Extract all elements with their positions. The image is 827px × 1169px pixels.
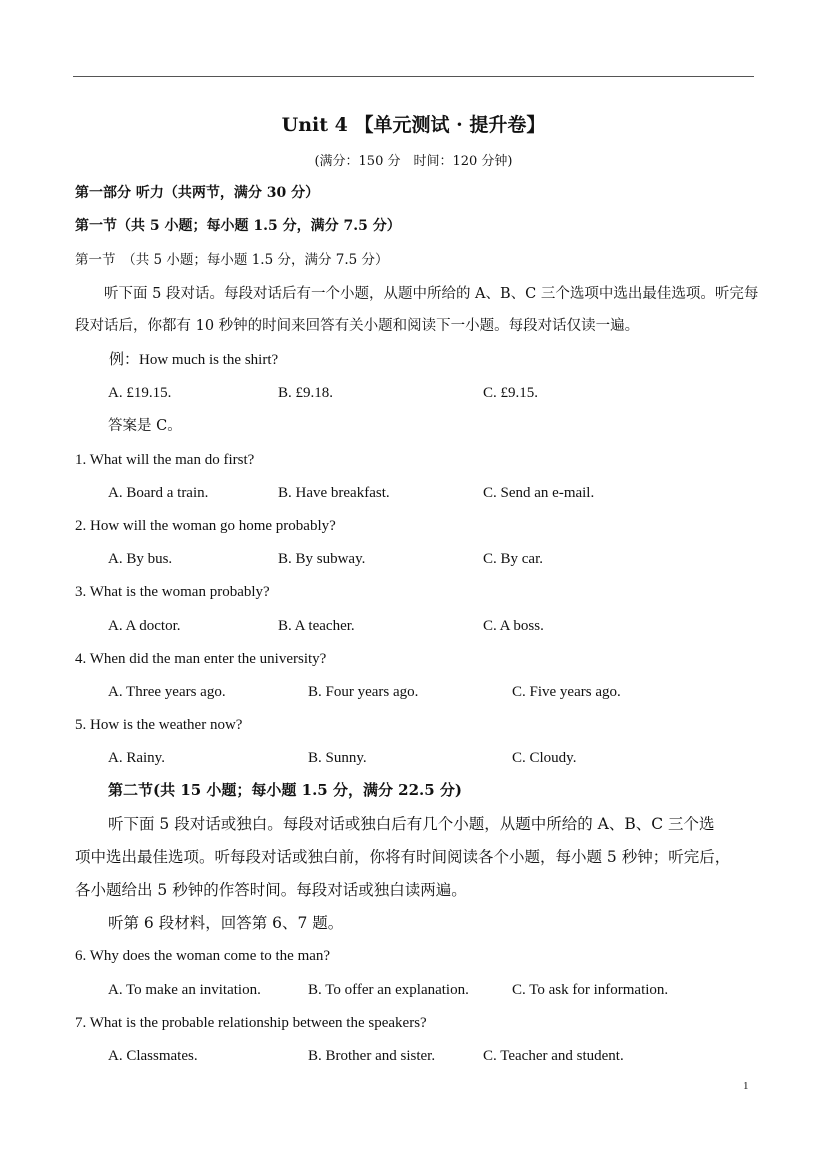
option-c: C. To ask for information. [512,982,669,998]
option-c: C. £9.15. [483,385,539,401]
instructions-line: 项中选出最佳选项。听每段对话或独白前，你将有时间阅读各个小题，每小题 5 秒钟；听完后， [75,848,731,866]
section2-heading: 第二节(共 15 小题；每小题 1.5 分，满分 22.5 分) [108,781,463,799]
instructions-line: 段对话后，你都有 10 秒钟的时间来回答有关小题和阅读下一小题。每段对话仅读一遍。 [75,318,640,334]
example-question: 例：How much is the shirt? [109,352,279,368]
header-rule [73,76,754,77]
option-a: A. Board a train. [108,485,209,501]
option-c: C. Send an e-mail. [483,485,595,501]
instructions-line: 听下面 5 段对话或独白。每段对话或独白后有几个小题，从题中所给的 A、B、C 三个选 [108,815,715,833]
option-a: A. A doctor. [108,618,181,634]
option-a: A. £19.15. [108,385,172,401]
question-7: 7. What is the probable relationship between the speakers? [75,1015,427,1031]
option-c: C. Five years ago. [512,684,621,700]
option-a: A. Classmates. [108,1048,198,1064]
option-a: A. Three years ago. [108,684,226,700]
question-1: 1. What will the man do first? [75,452,255,468]
question-6: 6. Why does the woman come to the man? [75,948,331,964]
option-b: B. Sunny. [308,750,367,766]
option-b: B. A teacher. [278,618,355,634]
option-a: A. Rainy. [108,750,165,766]
option-c: C. Teacher and student. [483,1048,624,1064]
question-3: 3. What is the woman probably? [75,584,270,600]
section1-heading: 第一节（共 5 小题；每小题 1.5 分，满分 7.5 分） [75,218,401,234]
section1-note: 第一节 （共 5 小题；每小题 1.5 分，满分 7.5 分） [75,252,389,268]
part1-heading: 第一部分 听力（共两节，满分 30 分） [75,185,320,201]
exam-info: (满分：150 分 时间：120 分钟) [314,154,513,169]
question-4: 4. When did the man enter the university? [75,651,327,667]
question-5: 5. How is the weather now? [75,717,243,733]
example-answer: 答案是 C。 [108,418,182,434]
instructions-line: 听下面 5 段对话。每段对话后有一个小题，从题中所给的 A、B、C 三个选项中选出最佳选项。听完每 [104,286,759,302]
option-b: B. £9.18. [278,385,334,401]
page-title: Unit 4 【单元测试 · 提升卷】 [281,114,546,136]
option-c: C. A boss. [483,618,544,634]
option-a: A. By bus. [108,551,173,567]
option-a: A. To make an invitation. [108,982,261,998]
option-c: C. Cloudy. [512,750,577,766]
option-b: B. Four years ago. [308,684,419,700]
option-b: B. Have breakfast. [278,485,390,501]
instructions-line: 各小题给出 5 秒钟的作答时间。每段对话或独白读两遍。 [75,881,467,899]
page-number: 1 [743,1080,749,1092]
option-b: B. Brother and sister. [308,1048,436,1064]
material-note: 听第 6 段材料，回答第 6、7 题。 [108,914,344,932]
option-c: C. By car. [483,551,543,567]
option-b: B. To offer an explanation. [308,982,469,998]
question-2: 2. How will the woman go home probably? [75,518,336,534]
option-b: B. By subway. [278,551,366,567]
